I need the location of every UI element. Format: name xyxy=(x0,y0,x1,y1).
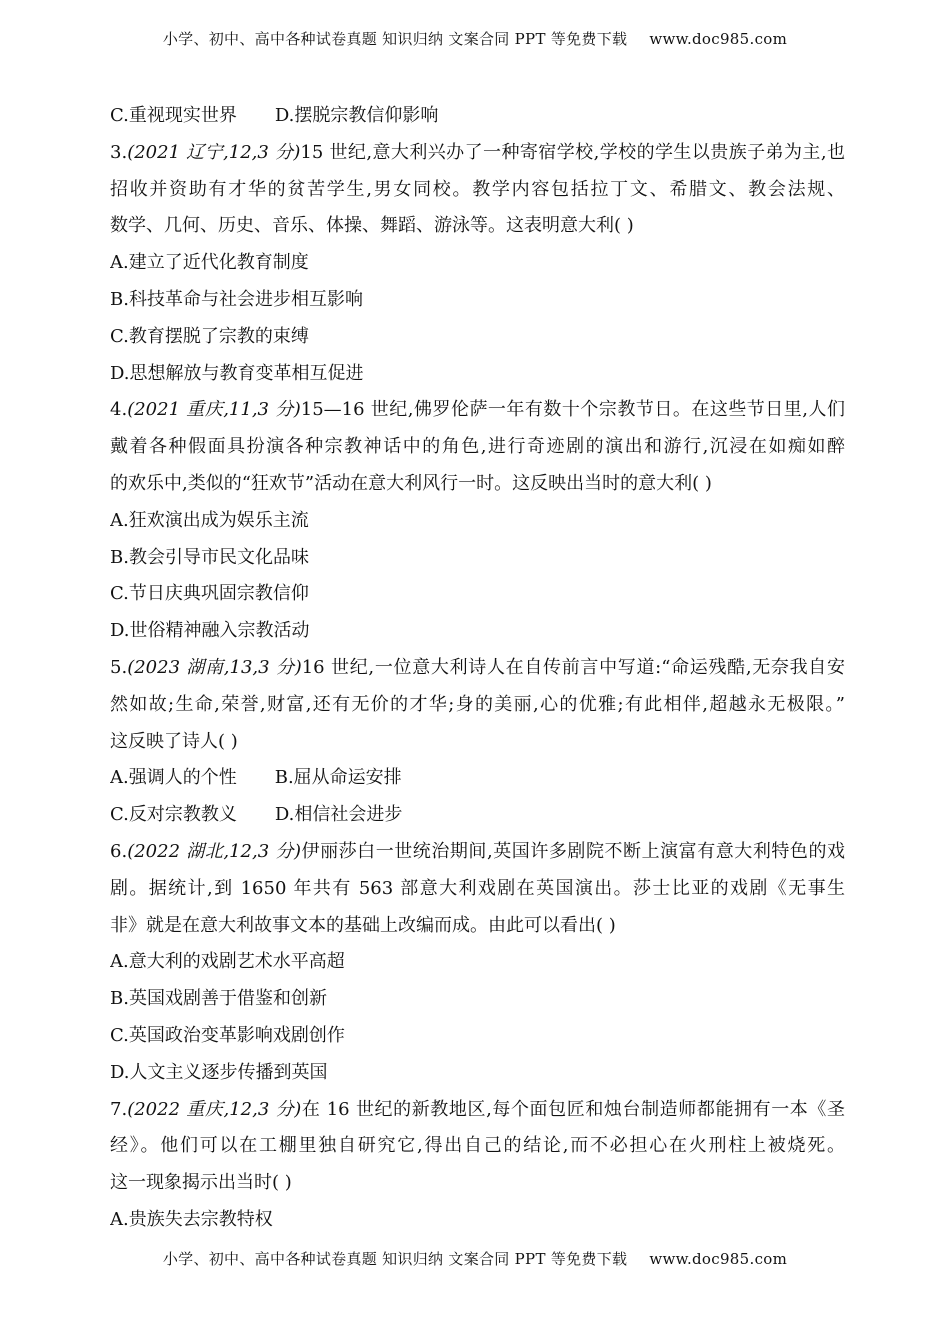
q5-stem-line-2: 然如故;生命,荣誉,财富,还有无价的才华;身的美丽,心的优雅;有此相伴,超越永无极限。” xyxy=(110,693,845,715)
q3-number: 3. xyxy=(110,141,128,163)
q6-source: (2022 湖北,12,3 分) xyxy=(127,840,301,862)
q7-stem-line-3: 这一现象揭示出当时( ) xyxy=(110,1172,292,1194)
q3-option-d: D.思想解放与教育变革相互促进 xyxy=(110,362,364,384)
q5-option-c: C.反对宗教教义 xyxy=(110,804,237,826)
footer-text: 小学、初中、高中各种试卷真题 知识归纳 文案合同 PPT 等免费下载 xyxy=(162,1250,628,1268)
q2-option-c: C.重视现实世界 xyxy=(110,105,237,126)
q6-option-a: A.意大利的戏剧艺术水平高超 xyxy=(110,951,345,973)
q6-stem-line-1 xyxy=(110,834,845,871)
q4-stem-text-1: 15—16 世纪,佛罗伦萨一年有数十个宗教节日。在这些节日里,人们 xyxy=(300,399,845,421)
q4-stem-line-1 xyxy=(110,392,845,429)
q4-source: (2021 重庆,11,3 分) xyxy=(127,399,301,421)
q4-number: 4. xyxy=(110,399,128,421)
q6-option-d: D.人文主义逐步传播到英国 xyxy=(110,1061,328,1083)
q2-option-d: D.摆脱宗教信仰影响 xyxy=(274,105,439,126)
q4-stem-line-2: 戴着各种假面具扮演各种宗教神话中的角色,进行奇迹剧的演出和游行,沉浸在如痴如醉 xyxy=(110,436,845,458)
q5-options-cd xyxy=(110,797,845,834)
q5-stem-text-1: 16 世纪,一位意大利诗人在自传前言中写道:“命运残酷,无奈我自安 xyxy=(301,656,845,678)
q5-option-a: A.强调人的个性 xyxy=(110,767,237,789)
q3-option-a: A.建立了近代化教育制度 xyxy=(110,252,309,274)
q7-stem-line-2: 经》。他们可以在工棚里独自研究它,得出自己的结论,而不必担心在火刑柱上被烧死。 xyxy=(110,1135,845,1157)
q7-stem-text-1: 在 16 世纪的新教地区,每个面包匠和烛台制造师都能拥有一本《圣 xyxy=(301,1098,845,1120)
q5-stem-line-1 xyxy=(110,650,845,687)
q4-stem-line-3: 的欢乐中,类似的“狂欢节”活动在意大利风行一时。这反映出当时的意大利( ) xyxy=(110,472,712,494)
q3-option-b: B.科技革命与社会进步相互影响 xyxy=(110,288,363,310)
q6-stem-text-1: 伊丽莎白一世统治期间,英国许多剧院不断上演富有意大利特色的戏 xyxy=(301,840,845,862)
q5-options-ab xyxy=(110,760,845,797)
q5-number: 5. xyxy=(110,656,128,678)
q7-option-a: A.贵族失去宗教特权 xyxy=(110,1208,273,1230)
q3-option-c: C.教育摆脱了宗教的束缚 xyxy=(110,325,309,347)
q4-option-c: C.节日庆典巩固宗教信仰 xyxy=(110,583,309,605)
q4-option-b: B.教会引导市民文化品味 xyxy=(110,546,309,568)
q3-stem-line-3: 数学、几何、历史、音乐、体操、舞蹈、游泳等。这表明意大利( ) xyxy=(110,215,634,237)
q5-stem-line-3: 这反映了诗人( ) xyxy=(110,730,238,752)
q5-option-d: D.相信社会进步 xyxy=(274,804,403,826)
q6-number: 6. xyxy=(110,840,128,862)
page-footer xyxy=(0,1248,950,1269)
page-header xyxy=(0,28,950,49)
document-body xyxy=(110,98,845,1239)
q4-option-d: D.世俗精神融入宗教活动 xyxy=(110,620,310,642)
q5-option-b: B.屈从命运安排 xyxy=(274,767,402,789)
header-text: 小学、初中、高中各种试卷真题 知识归纳 文案合同 PPT 等免费下载 xyxy=(162,30,628,48)
header-url[interactable]: www.doc985.com xyxy=(649,30,788,48)
q7-number: 7. xyxy=(110,1098,128,1120)
q3-stem-line-1 xyxy=(110,135,845,172)
footer-url[interactable]: www.doc985.com xyxy=(649,1250,788,1268)
q6-option-c: C.英国政治变革影响戏剧创作 xyxy=(110,1024,345,1046)
q7-source: (2022 重庆,12,3 分) xyxy=(127,1098,302,1120)
q6-stem-line-3: 非》就是在意大利故事文本的基础上改编而成。由此可以看出( ) xyxy=(110,914,616,936)
q3-stem-text-1: 15 世纪,意大利兴办了一种寄宿学校,学校的学生以贵族子弟为主,也 xyxy=(300,141,845,163)
q6-stem-line-2: 剧。据统计,到 1650 年共有 563 部意大利戏剧在英国演出。莎士比亚的戏剧《无事生 xyxy=(110,877,845,899)
q4-option-a: A.狂欢演出成为娱乐主流 xyxy=(110,509,309,531)
q3-stem-line-2: 招收并资助有才华的贫苦学生,男女同校。教学内容包括拉丁文、希腊文、教会法规、 xyxy=(110,178,845,200)
q7-stem-line-1 xyxy=(110,1092,845,1129)
q3-source: (2021 辽宁,12,3 分) xyxy=(127,141,301,163)
q2-options-cd xyxy=(110,98,845,135)
q6-option-b: B.英国戏剧善于借鉴和创新 xyxy=(110,988,327,1010)
q5-source: (2023 湖南,13,3 分) xyxy=(127,656,302,678)
